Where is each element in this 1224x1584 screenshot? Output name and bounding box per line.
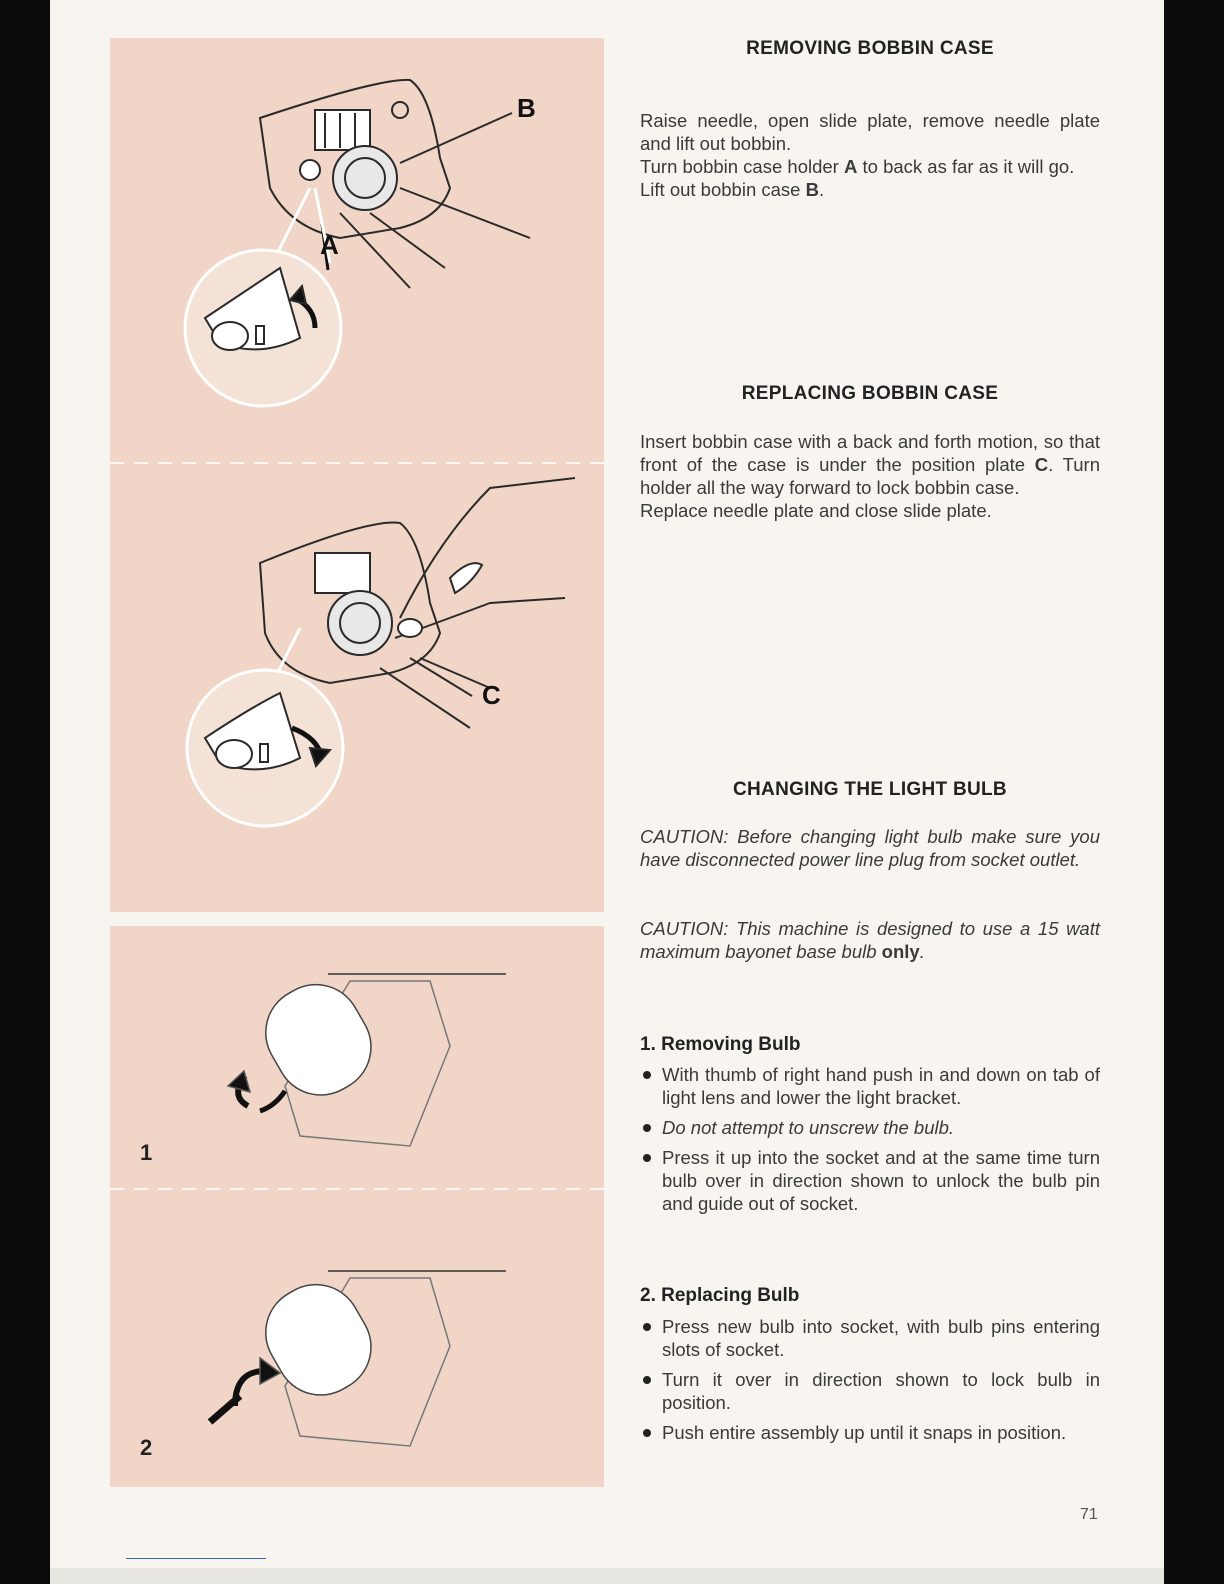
bobbin-illustration: [110, 38, 604, 912]
bulb-illustration: [110, 926, 604, 1487]
replacing-bobbin-text: [640, 430, 1100, 522]
list-item: Do not attempt to unscrew the bulb.: [640, 1116, 1100, 1139]
figure-number-1: 1: [140, 1140, 153, 1165]
bobbin-illustration-panel: [110, 38, 604, 912]
light-bulb-heading: CHANGING THE LIGHT BULB: [733, 779, 1007, 800]
figure-number-2: 2: [140, 1435, 153, 1460]
replacing-bulb-title: 2. Replacing Bulb: [640, 1285, 800, 1306]
removing-bobbin-text: [640, 109, 1100, 201]
replacing-para-2: Replace needle plate and close slide plate.: [640, 500, 992, 521]
removing-bulb-list: [640, 1063, 1100, 1222]
removing-line-2: Turn bobbin case holder A to back as far as it will go.: [640, 156, 1075, 177]
replacing-bulb-list: [640, 1315, 1100, 1451]
page-edge: [50, 1568, 1164, 1584]
list-item: Press it up into the socket and at the same time turn bulb over in direction shown to unlock the bulb pin and guide out of socket.: [640, 1146, 1100, 1215]
replacing-bobbin-heading: REPLACING BOBBIN CASE: [741, 383, 999, 404]
list-item: Push entire assembly up until it snaps in position.: [640, 1421, 1100, 1444]
caution-2: CAUTION: This machine is designed to use a 15 watt maximum bayonet base bulb only.: [640, 918, 1100, 962]
removing-bulb-title: 1. Removing Bulb: [640, 1034, 801, 1055]
label-a: A: [320, 230, 339, 260]
list-item: Turn it over in direction shown to lock bulb in position.: [640, 1368, 1100, 1414]
page-number: 71: [1080, 1506, 1098, 1523]
label-b: B: [517, 93, 536, 123]
removing-bobbin-heading: REMOVING BOBBIN CASE: [746, 38, 994, 59]
list-item: Press new bulb into socket, with bulb pins entering slots of socket.: [640, 1315, 1100, 1361]
caution-1: CAUTION: Before changing light bulb make sure you have disconnected power line plug from socket outlet.: [640, 826, 1100, 870]
replacing-para-1: Insert bobbin case with a back and forth motion, so that front of the case is under the position plate C. Turn holder all the way forward to lock bobbin case.: [640, 431, 1100, 498]
removing-line-3: Lift out bobbin case B.: [640, 179, 825, 200]
list-item: With thumb of right hand push in and down on tab of light lens and lower the light bracket.: [640, 1063, 1100, 1109]
footer-rule: [126, 1558, 266, 1559]
label-c: C: [482, 680, 501, 710]
removing-line-1: Raise needle, open slide plate, remove needle plate and lift out bobbin.: [640, 110, 1100, 154]
bulb-illustration-panel: [110, 926, 604, 1487]
